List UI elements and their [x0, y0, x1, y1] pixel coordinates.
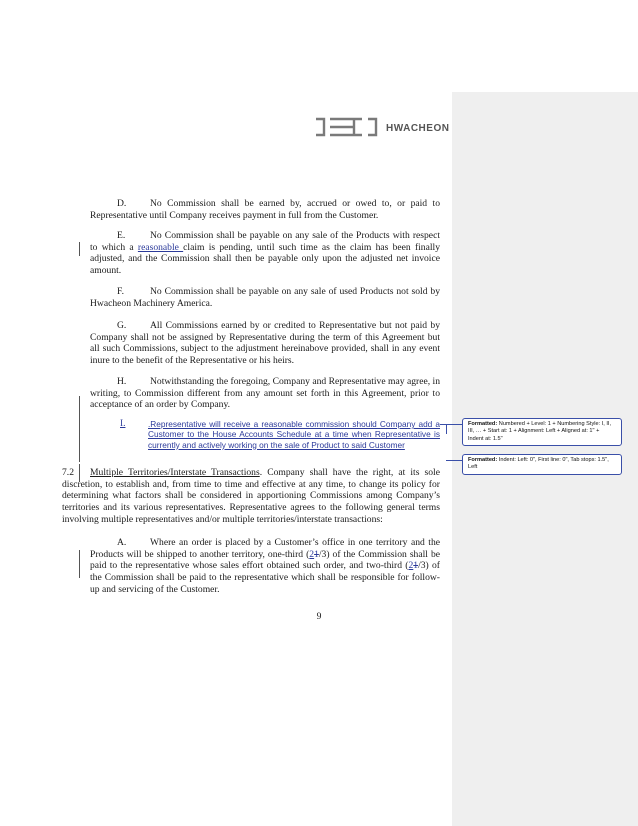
section-number: 7.2 [62, 467, 74, 478]
inserted-text: reasonable [137, 241, 184, 253]
format-comment-balloon[interactable] [462, 454, 622, 475]
clause-i-label: I. [120, 419, 126, 429]
deleted-text: 1 [413, 560, 419, 572]
clause-e-label: E. [117, 230, 126, 241]
clause-h-label: H. [117, 376, 127, 387]
inserted-text: 2 [408, 560, 414, 572]
clause-i-text: .Representative will receive a reasonable commission should Company add a Customer to the House Accounts Schedule at a time when Representative is currently and actively working on the sale of Product to said Customer [148, 419, 440, 450]
deleted-text: 1 [314, 548, 319, 560]
comment-label: Formatted: [468, 421, 498, 427]
clause-g-label: G. [117, 320, 127, 331]
clause-e: E. No Commission shall be payable on any sale of the Products with respect to which a reasonable claim is pending, until such time as the claim has been finally adjusted, and the Commission shall then be payable only upon the adjusted net invoice amount. [90, 230, 440, 277]
clause-f-text: No Commission shall be payable on any sale of used Products not sold by Hwacheon Machinery America. [90, 286, 440, 309]
comment-text: Numbered + Level: 1 + Numbering Style: I, II, III, … + Start at: 1 + Alignment: Left + Aligned at: 1" + Indent at: 1.5" [468, 421, 612, 442]
clause-f [90, 286, 440, 309]
change-bar [79, 242, 80, 256]
page-number: 9 [316, 611, 322, 622]
change-bar [79, 396, 80, 462]
change-bar [79, 550, 80, 578]
clause-d [90, 198, 440, 221]
clause-d-label: D. [117, 198, 127, 209]
company-logo [314, 114, 464, 140]
section-text: . Company shall have the right, at its sole discretion, to establish and, from time to time and effective at any time, to change its policy for determining what factors shall be considered in apportioning Commissions among Company’s territories and its various representatives. Representative agrees to the following general terms involving multiple representatives and/or multiple territories/interstate transactions: [62, 467, 440, 525]
comment-leader [446, 460, 462, 461]
logo-text: HWACHEON [386, 123, 450, 134]
clause-a: A. Where an order is placed by a Customer’s office in one territory and the Products will be shipped to another territory, one-third (21/3) of the Commission shall be paid to the representative whose sales effort obtained such order, and two-third (21/3) of the Commission shall be paid to the representative which shall be responsible for follow-up and servicing of the Customer. [90, 537, 440, 595]
inserted-text: 2 [309, 548, 315, 560]
section-7-2 [62, 467, 440, 526]
comment-text: Indent: Left: 0", First line: 0", Tab stops: 1.5", Left [468, 457, 609, 471]
section-heading: Multiple Territories/Interstate Transactions [90, 467, 260, 478]
clause-h [90, 376, 440, 411]
clause-g-text: All Commissions earned by or credited to Representative but not paid by Company shall not be assigned by Representative during the term of this Agreement but all such Commissions, subject to the adjustment hereinabove provided, shall in any event inure to the benefit of the Representative or his heirs. [90, 320, 440, 367]
clause-d-text: No Commission shall be earned by, accrued or owed to, or paid to Representative until Company receives payment in full from the Customer. [90, 198, 440, 221]
clause-a-label: A. [117, 537, 127, 548]
comment-leader [446, 424, 447, 434]
clause-f-label: F. [117, 286, 124, 297]
clause-g [90, 320, 440, 367]
format-comment-balloon[interactable] [462, 418, 622, 446]
comment-label: Formatted: [468, 457, 498, 463]
comment-leader [440, 424, 462, 425]
clause-h-text: Notwithstanding the foregoing, Company and Representative may agree, in writing, to Commission different from any amount set forth in this Agreement, prior to acceptance of an order by Company. [90, 376, 440, 411]
